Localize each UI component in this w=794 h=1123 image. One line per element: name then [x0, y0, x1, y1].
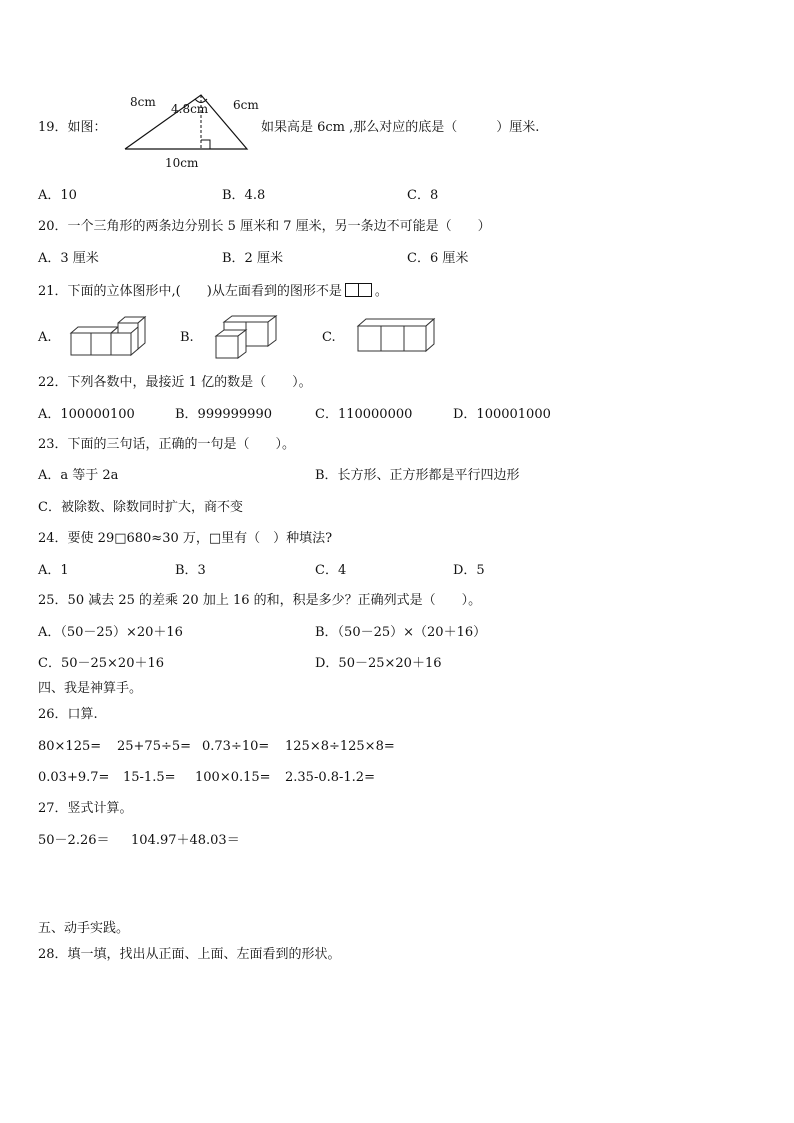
q23-option-c[interactable]: C．被除数、除数同时扩大，商不变 [38, 500, 243, 515]
q27-item: 50－2.26＝ [38, 833, 110, 848]
q26-item: 0.73÷10= [202, 739, 270, 754]
q24-stem: 24．要使 29□680≈30 万，□里有（ ）种填法? [38, 531, 333, 546]
cube-figure-a [68, 320, 158, 360]
q20-stem: 20．一个三角形的两条边分别长 5 厘米和 7 厘米，另一条边不可能是（ ） [38, 219, 491, 234]
q26-item: 25+75÷5= [117, 739, 192, 754]
cube-figure-c [352, 316, 442, 356]
q21-stem [38, 283, 388, 300]
q23-option-b[interactable]: B．长方形、正方形都是平行四边形 [315, 468, 520, 483]
q25-option-d[interactable]: D．50－25×20＋16 [315, 656, 442, 671]
q27-stem: 27．竖式计算。 [38, 801, 133, 816]
q21-option-c[interactable]: C. [322, 330, 336, 345]
q19-option-c[interactable]: C．8 [407, 188, 439, 203]
q20-option-c[interactable]: C．6 厘米 [407, 251, 469, 266]
two-square-icon [345, 283, 372, 300]
q26-item: 125×8÷125×8= [285, 739, 395, 754]
right-angle-mark [201, 140, 210, 149]
q24-option-b[interactable]: B．3 [175, 563, 206, 578]
label-left-side: 8cm [130, 95, 156, 109]
q26-item: 80×125= [38, 739, 102, 754]
q20-option-a[interactable]: A．3 厘米 [38, 251, 99, 266]
q26-item: 15-1.5= [123, 770, 176, 785]
q26-stem: 26．口算. [38, 707, 98, 722]
label-right-side: 6cm [233, 98, 259, 112]
q22-option-b[interactable]: B．999999990 [175, 407, 272, 422]
q21-option-b[interactable]: B. [180, 330, 194, 345]
q24-option-a[interactable]: A．1 [38, 563, 69, 578]
q19-option-b[interactable]: B．4.8 [222, 188, 266, 203]
q21-stem-text: 21．下面的立体图形中,( )从左面看到的图形不是 [38, 284, 342, 299]
q19-number: 19．如图： [38, 120, 107, 135]
q24-option-d[interactable]: D．5 [453, 563, 485, 578]
q28-stem: 28．填一填，找出从正面、上面、左面看到的形状。 [38, 947, 341, 962]
q20-option-b[interactable]: B．2 厘米 [222, 251, 283, 266]
q23-option-a[interactable]: A．a 等于 2a [38, 468, 119, 483]
q21-stem-end: 。 [374, 284, 388, 299]
section-4-heading: 四、我是神算手。 [38, 681, 143, 696]
q27-item: 104.97＋48.03＝ [131, 833, 240, 848]
section-5-heading: 五、动手实践。 [38, 921, 130, 936]
label-height: 4.8cm [171, 102, 209, 116]
q25-stem: 25．50 减去 25 的差乘 20 加上 16 的和，积是多少？正确列式是（ ）。 [38, 593, 482, 608]
q25-option-a[interactable]: A．（50－25）×20＋16 [38, 625, 183, 640]
q26-item: 100×0.15= [195, 770, 271, 785]
q21-option-a[interactable]: A. [38, 330, 52, 345]
q23-stem: 23．下面的三句话，正确的一句是（ ）。 [38, 437, 296, 452]
q19-stem: 如果高是 6cm ,那么对应的底是（ ）厘米. [261, 120, 540, 135]
q19-option-a[interactable]: A．10 [38, 188, 77, 203]
cube-figure-b [210, 314, 290, 362]
q25-option-c[interactable]: C．50－25×20＋16 [38, 656, 165, 671]
q26-item: 2.35-0.8-1.2= [285, 770, 375, 785]
q22-option-a[interactable]: A．100000100 [38, 407, 135, 422]
q25-option-b[interactable]: B．（50－25）×（20＋16） [315, 625, 487, 640]
label-base: 10cm [165, 156, 199, 170]
q22-stem: 22．下列各数中，最接近 1 亿的数是（ ）。 [38, 375, 312, 390]
q24-option-c[interactable]: C．4 [315, 563, 347, 578]
q22-option-c[interactable]: C．110000000 [315, 407, 413, 422]
q26-item: 0.03+9.7= [38, 770, 110, 785]
q22-option-d[interactable]: D．100001000 [453, 407, 551, 422]
